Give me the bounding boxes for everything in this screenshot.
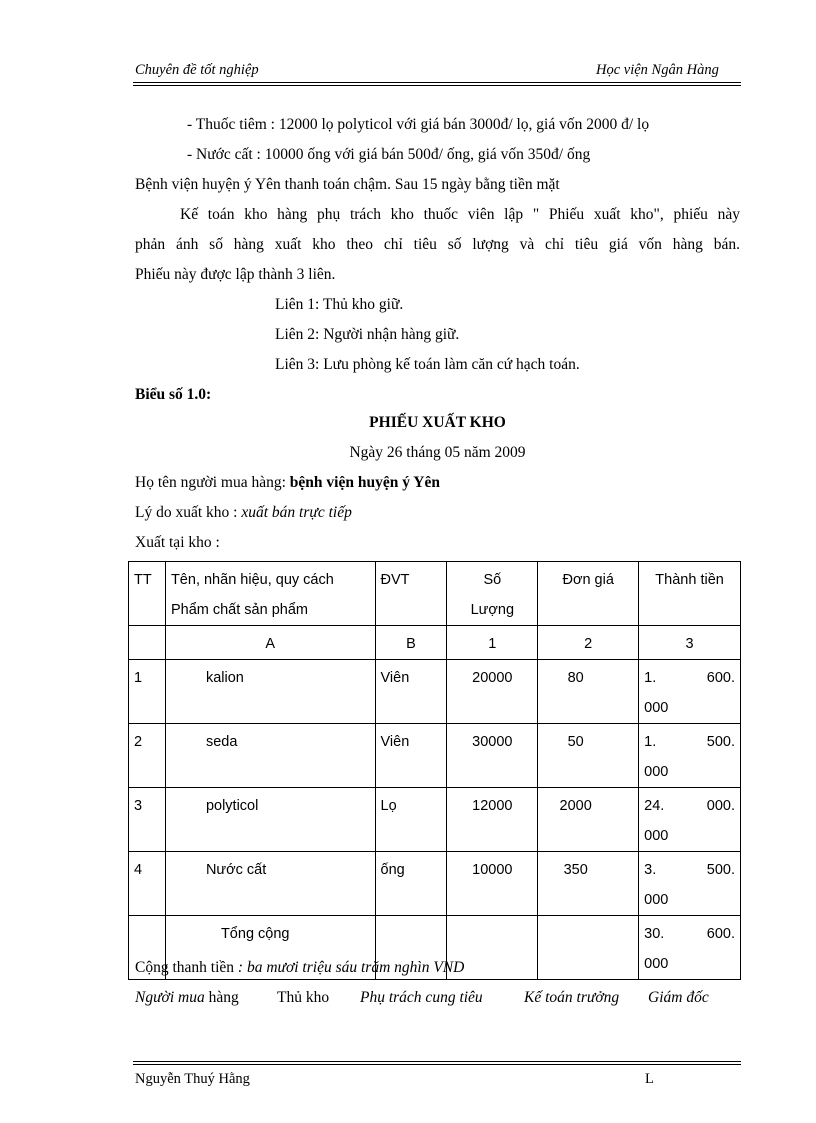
header-rule-2 <box>133 85 741 86</box>
total-part: 000 <box>644 828 669 844</box>
header-price: Đơn giá <box>538 562 639 626</box>
code-3: 3 <box>639 626 741 660</box>
total-part: 30. <box>644 926 665 942</box>
issue-table <box>128 561 741 980</box>
table-row <box>129 852 741 916</box>
total-part: 3. <box>644 862 657 878</box>
amount-words-line <box>135 959 464 977</box>
row-price: 2000 <box>538 788 639 852</box>
payment-line: Bệnh viện huyện ý Yên thanh toán chậm. Sau 15 ngày bằng tiền mặt <box>135 176 560 193</box>
total-part: 24. <box>644 798 665 814</box>
warehouse-label: Xuất tại kho : <box>135 534 220 551</box>
reason-label: Lý do xuất kho : <box>135 504 238 521</box>
total-part: 000 <box>644 764 669 780</box>
buyer-line <box>135 474 440 492</box>
table-row <box>129 788 741 852</box>
header-qty-line-2: Lượng <box>470 602 515 618</box>
table-row <box>129 724 741 788</box>
table-row <box>129 660 741 724</box>
paragraph-line-3: Phiếu này được lập thành 3 liên. <box>135 266 336 283</box>
row-unit: Lọ <box>375 788 447 852</box>
total-part: 1. <box>644 670 657 686</box>
footer-rule-2 <box>133 1064 741 1065</box>
row-unit: Viên <box>375 724 447 788</box>
total-part: 600. <box>706 926 735 942</box>
total-part: 500. <box>706 734 735 750</box>
buyer-label: Họ tên người mua hàng: <box>135 474 286 491</box>
row-price: 350 <box>538 852 639 916</box>
row-qty: 20000 <box>447 660 538 724</box>
total-part: 600. <box>706 670 735 686</box>
header-qty <box>447 562 538 626</box>
row-tt: 1 <box>129 660 166 724</box>
row-name: seda <box>165 724 375 788</box>
row-tt: 2 <box>129 724 166 788</box>
medicine-line-water: - Nước cất : 10000 ống với giá bán 500đ/ ống, giá vốn 350đ/ ống <box>187 146 591 163</box>
header-rule <box>133 82 741 83</box>
row-total <box>639 788 741 852</box>
signature-line <box>135 989 239 1007</box>
sum-total <box>639 916 741 980</box>
reason-value: xuất bán trực tiếp <box>241 504 352 521</box>
code-2: 2 <box>538 626 639 660</box>
total-part: 1. <box>644 734 657 750</box>
row-price: 80 <box>538 660 639 724</box>
code-tt <box>129 626 166 660</box>
copy-1: Liên 1: Thủ kho giữ. <box>275 296 404 313</box>
header-unit: ĐVT <box>375 562 447 626</box>
total-part: 000. <box>706 798 735 814</box>
paragraph-line-1: Kế toán kho hàng phụ trách kho thuốc viên lập " Phiếu xuất kho", phiếu này <box>180 206 740 223</box>
table-header-row <box>129 562 741 626</box>
row-name: kalion <box>165 660 375 724</box>
row-qty: 10000 <box>447 852 538 916</box>
amount-words-value: : ba mươi triệu sáu trăm nghìn VND <box>237 959 465 976</box>
row-tt: 3 <box>129 788 166 852</box>
footer-author: Nguyễn Thuý Hằng <box>135 1071 250 1087</box>
header-tt: TT <box>129 562 166 626</box>
table-code-row <box>129 626 741 660</box>
header-name-line-1: Tên, nhãn hiệu, quy cách <box>170 572 334 588</box>
paragraph-line-2: phản ánh số hàng xuất kho theo chỉ tiêu số lượng và chỉ tiêu giá vốn hàng bán. <box>135 236 740 253</box>
medicine-line-injection: - Thuốc tiêm : 12000 lọ polyticol với giá bán 3000đ/ lọ, giá vốn 2000 đ/ lọ <box>187 116 650 133</box>
header-right: Học viện Ngân Hàng <box>596 62 719 78</box>
total-part: 000 <box>644 892 669 908</box>
copy-3: Liên 3: Lưu phòng kế toán làm căn cứ hạch toán. <box>275 356 580 373</box>
code-b: B <box>375 626 447 660</box>
code-a: A <box>165 626 375 660</box>
sig-buyer: Người mua <box>135 989 205 1006</box>
sig-supply: Phụ trách cung tiêu <box>360 989 483 1006</box>
form-title: PHIẾU XUẤT KHO <box>369 414 506 431</box>
footer-rule <box>133 1061 741 1062</box>
row-name: polyticol <box>165 788 375 852</box>
row-unit: Viên <box>375 660 447 724</box>
copy-2: Liên 2: Người nhận hàng giữ. <box>275 326 460 343</box>
figure-label: Biểu số 1.0: <box>135 386 212 403</box>
row-qty: 12000 <box>447 788 538 852</box>
sig-buyer-2: hàng <box>208 989 239 1006</box>
row-total <box>639 852 741 916</box>
row-tt: 4 <box>129 852 166 916</box>
sig-director: Giám đốc <box>648 989 709 1006</box>
reason-line <box>135 504 352 522</box>
header-name-line-2: Phẩm chất sản phẩm <box>170 602 308 618</box>
code-1: 1 <box>447 626 538 660</box>
header-qty-line-1: Số <box>483 572 502 588</box>
row-unit: ống <box>375 852 447 916</box>
row-name: Nước cất <box>165 852 375 916</box>
header-name <box>165 562 375 626</box>
row-price: 50 <box>538 724 639 788</box>
amount-words-label: Cộng thanh tiền <box>135 959 235 976</box>
buyer-value: bệnh viện huyện ý Yên <box>289 474 440 491</box>
row-total <box>639 660 741 724</box>
sum-label: Tổng cộng <box>165 916 375 980</box>
footer-page: L <box>645 1071 654 1087</box>
total-part: 500. <box>706 862 735 878</box>
header-total: Thành tiền <box>639 562 741 626</box>
sum-price <box>538 916 639 980</box>
total-part: 000 <box>644 700 669 716</box>
row-qty: 30000 <box>447 724 538 788</box>
header-left: Chuyên đề tốt nghiệp <box>135 62 259 78</box>
sig-chief: Kế toán trưởng <box>524 989 620 1006</box>
form-date: Ngày 26 tháng 05 năm 2009 <box>349 444 526 461</box>
row-total <box>639 724 741 788</box>
sig-keeper: Thủ kho <box>277 989 330 1006</box>
total-part: 000 <box>644 956 669 972</box>
